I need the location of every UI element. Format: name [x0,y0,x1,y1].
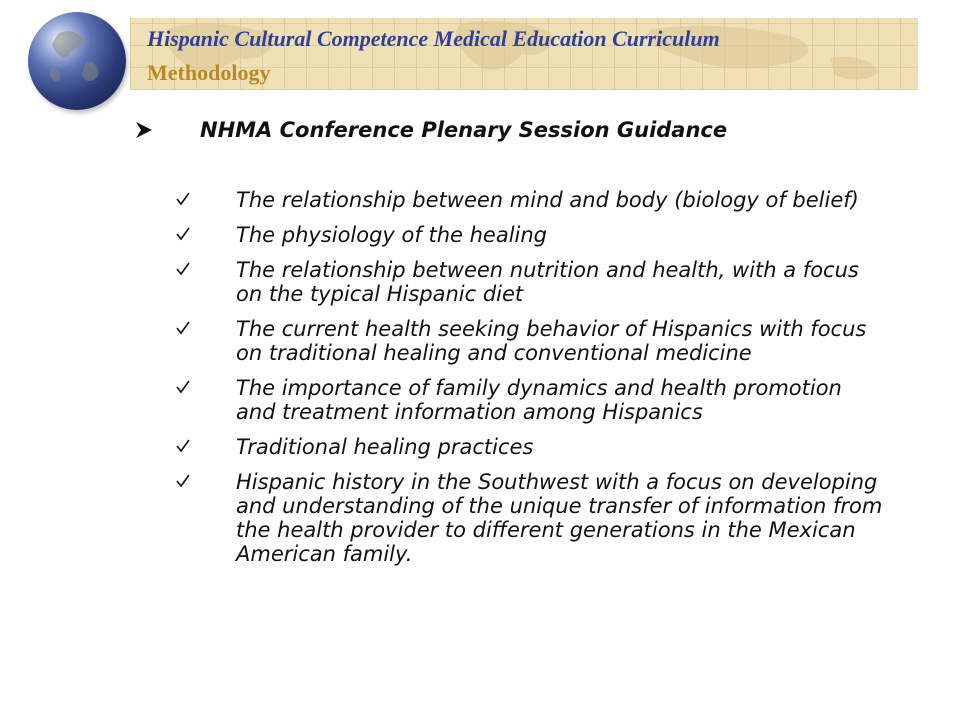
list-item-text: The current health seeking behavior of Hispanics with focus on traditional healing and conventional medicine [236,317,867,365]
checkmark-icon [176,262,190,276]
list-item-text: Hispanic history in the Southwest with a focus on developing and understanding of the unique transfer of information from the health provider to different generations in the Mexican American family. [236,470,883,566]
list-item-text: The relationship between mind and body (biology of belief) [236,188,859,212]
checkmark-icon [176,192,190,206]
list-item-text: The physiology of the healing [236,223,548,247]
list-item-text: The relationship between nutrition and health, with a focus on the typical Hispanic diet [236,258,859,306]
list-item [176,188,886,212]
list-item-text: Traditional healing practices [236,435,534,459]
section-heading: NHMA Conference Plenary Session Guidance [200,118,728,142]
checkmark-icon [176,380,190,394]
list-item [176,435,886,459]
presentation-title: Hispanic Cultural Competence Medical Education Curriculum [147,26,720,51]
checkmark-icon [176,227,190,241]
checkmark-icon [176,321,190,335]
list-item [176,317,886,365]
checkmark-icon [176,439,190,453]
checkmark-icon [176,474,190,488]
list-item [176,223,886,247]
list-item [176,376,886,424]
list-item-text: The importance of family dynamics and health promotion and treatment information among Hispanics [236,376,842,424]
list-item [176,470,886,566]
list-item [176,258,886,306]
globe-icon [28,12,126,110]
arrow-bullet-icon [134,120,154,140]
guidance-list [176,188,886,577]
section-header [134,118,727,142]
presentation-subtitle: Methodology [147,60,271,85]
